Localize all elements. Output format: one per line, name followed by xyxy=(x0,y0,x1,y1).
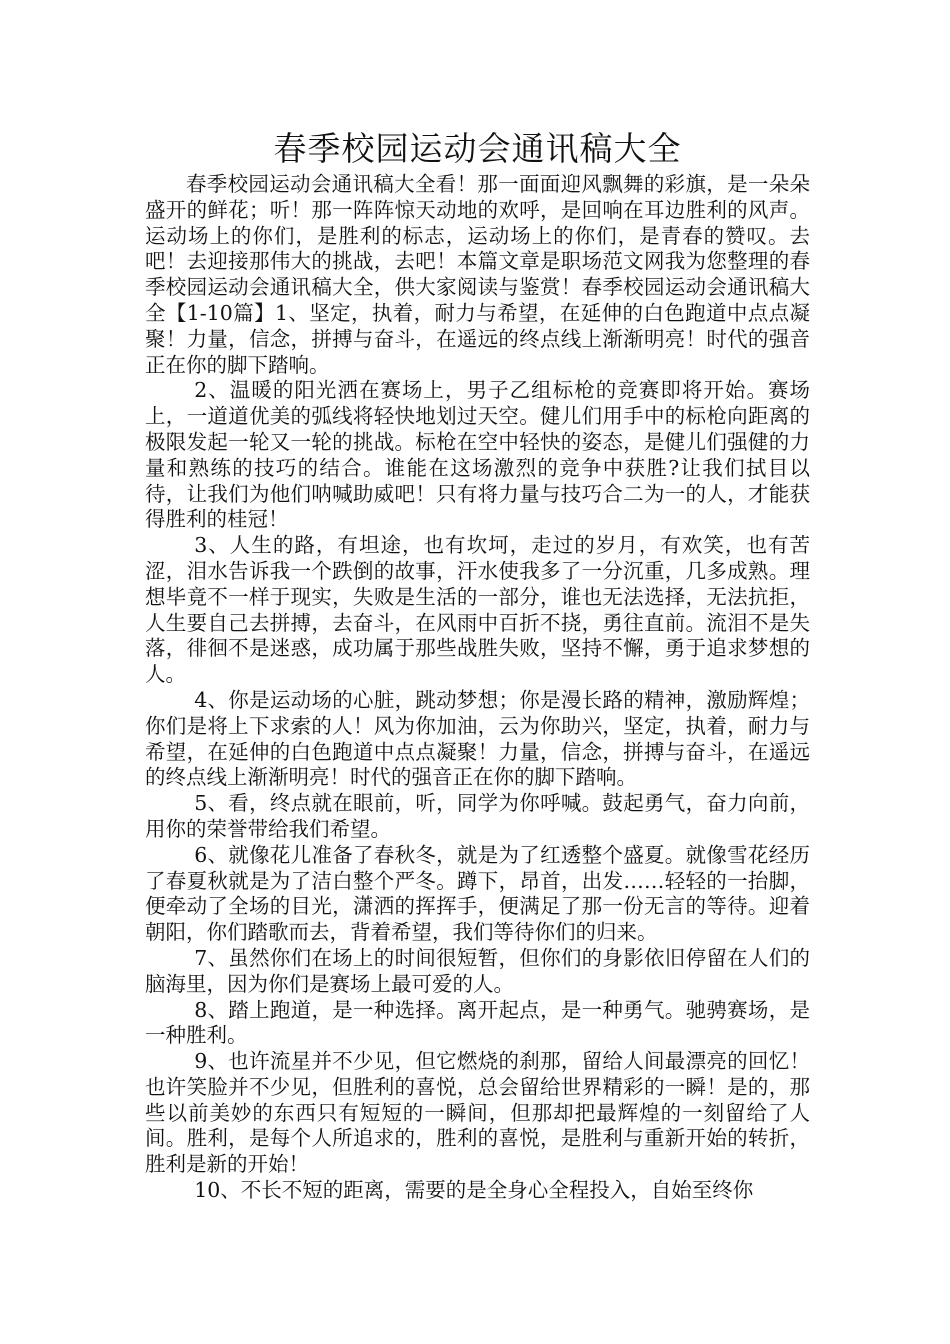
paragraph-4: 4、你是运动场的心脏，跳动梦想；你是漫长路的精神，激励辉煌；你们是将上下求索的人！风为你加油，云为你助兴，坚定，执着，耐力与希望，在延伸的白色跑道中点点凝聚！力量，信念，拼搏与奋斗，在遥远的终点线上渐渐明亮！时代的强音正在你的脚下踏响。 xyxy=(145,687,810,790)
paragraph-6: 6、就像花儿准备了春秋冬，就是为了红透整个盛夏。就像雪花经历了春夏秋就是为了洁白整个严冬。蹲下，昂首，出发……轻轻的一抬脚，便牵动了全场的目光，潇洒的挥挥手，便满足了那一份无言的等待。迎着朝阳，你们踏歌而去，背着希望，我们等待你们的归来。 xyxy=(145,842,810,945)
paragraph-10: 10、不长不短的距离，需要的是全身心全程投入，自始至终你 xyxy=(194,1178,754,1203)
paragraph-5: 5、看，终点就在眼前，听，同学为你呼喊。鼓起勇气，奋力向前，用你的荣誉带给我们希望。 xyxy=(145,791,810,841)
paragraph-7: 7、虽然你们在场上的时间很短暂，但你们的身影依旧停留在人们的脑海里，因为你们是赛场上最可爱的人。 xyxy=(145,945,810,996)
document-body xyxy=(145,172,810,1204)
paragraph-2: 2、温暖的阳光洒在赛场上，男子乙组标枪的竞赛即将开始。赛场上，一道道优美的弧线将轻快地划过天空。健儿们用手中的标枪向距离的极限发起一轮又一轮的挑战。标枪在空中轻快的姿态，是健儿们强健的力量和熟练的技巧的结合。谁能在这场激烈的竞争中获胜?让我们拭目以待，让我们为他们呐喊助威吧！只有将力量与技巧合二为一的人，才能获得胜利的桂冠！ xyxy=(145,378,810,532)
paragraph-8: 8、踏上跑道，是一种选择。离开起点，是一种勇气。驰骋赛场，是一种胜利。 xyxy=(145,997,810,1048)
document-page xyxy=(145,126,810,1204)
paragraph-intro: 春季校园运动会通讯稿大全看！那一面面迎风飘舞的彩旗，是一朵朵盛开的鲜花；听！那一阵阵惊天动地的欢呼，是回响在耳边胜利的风声。运动场上的你们，是胜利的标志，运动场上的你们，是青春的赞叹。去吧！去迎接那伟大的挑战，去吧！本篇文章是职场范文网我为您整理的春季校园运动会通讯稿大全，供大家阅读与鉴赏！春季校园运动会通讯稿大全【1-10篇】1、坚定，执着，耐力与希望，在延伸的白色跑道中点点凝聚！力量，信念，拼搏与奋斗，在遥远的终点线上渐渐明亮！时代的强音正在你的脚下踏响。 xyxy=(145,172,810,377)
paragraph-9: 9、也许流星并不少见，但它燃烧的刹那，留给人间最漂亮的回忆！也许笑脸并不少见，但胜利的喜悦，总会留给世界精彩的一瞬！是的，那些以前美妙的东西只有短短的一瞬间，但那却把最辉煌的一刻留给了人间。胜利，是每个人所追求的，胜利的喜悦，是胜利与重新开始的转折，胜利是新的开始！ xyxy=(145,1049,810,1177)
paragraph-3: 3、人生的路，有坦途，也有坎坷，走过的岁月，有欢笑，也有苦涩，泪水告诉我一个跌倒的故事，汗水使我多了一分沉重，几多成熟。理想毕竟不一样于现实，失败是生活的一部分，谁也无法选择，无法抗拒，人生要自己去拼搏，去奋斗，在风雨中百折不挠，勇往直前。流泪不是失落，徘徊不是迷惑，成功属于那些战胜失败，坚持不懈，勇于追求梦想的人。 xyxy=(145,533,810,687)
document-title: 春季校园运动会通讯稿大全 xyxy=(273,129,682,168)
